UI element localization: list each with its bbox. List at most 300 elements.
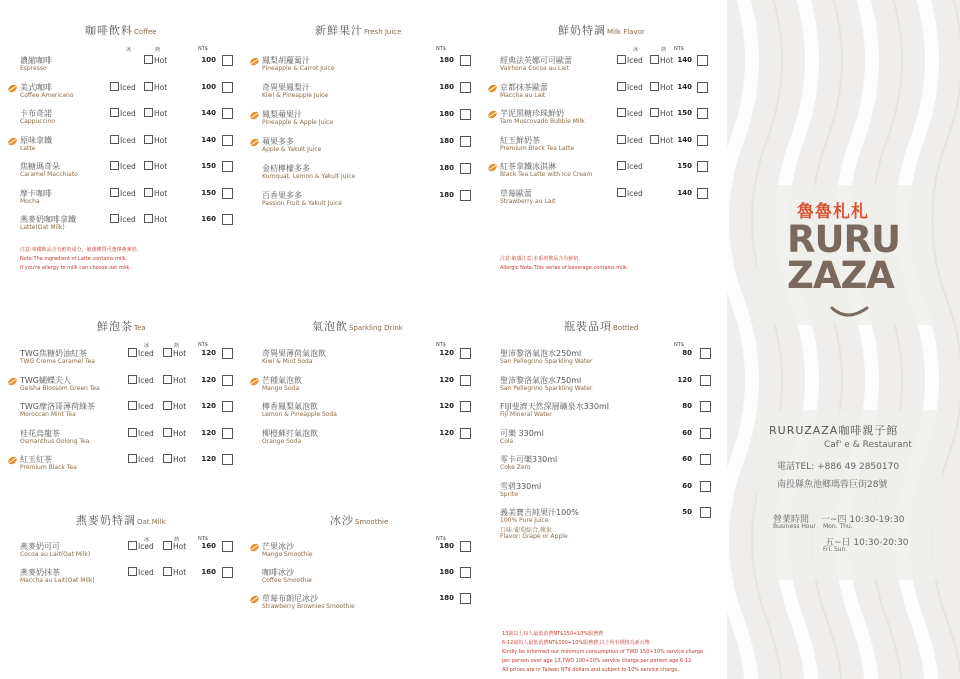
hot-checkbox[interactable]	[144, 108, 153, 117]
recommend-bean-icon	[7, 83, 18, 94]
section-title	[330, 512, 388, 528]
iced-option[interactable]	[128, 348, 154, 358]
order-checkbox[interactable]	[222, 55, 233, 66]
section-title-cn: 瓶裝品項	[564, 320, 612, 333]
section-title-en: Oat Milk	[137, 518, 166, 526]
order-checkbox[interactable]	[697, 108, 708, 119]
iced-option[interactable]	[110, 188, 136, 198]
note-line: if you're allergy to milk can choose oat milk.	[20, 265, 131, 271]
hot-option[interactable]	[163, 567, 186, 577]
hot-header: 熱	[661, 47, 667, 53]
item-name: 京都抹茶歐蕾	[500, 82, 548, 92]
hot-option[interactable]	[163, 401, 186, 411]
note-line: 注意:敏感注意:本系列飲品含有鮮奶。	[500, 256, 584, 262]
recommend-bean-icon	[7, 455, 18, 466]
item-name: 奇異果薄荷氣泡飲	[262, 349, 326, 358]
store-subtitle: Caf' e & Restaurant	[824, 440, 912, 450]
hours-weekend: 五~日 10:30-20:30	[825, 538, 909, 548]
item-price: 150	[677, 162, 692, 170]
item-price: 140	[677, 135, 692, 144]
hours-weekday-en: Mon. Thu.	[823, 523, 853, 530]
item-name-en: Strawberry Brownies Smoothie	[262, 603, 355, 610]
hot-checkbox[interactable]	[163, 454, 172, 463]
item-note: Flavor: Grape or Apple	[500, 533, 568, 540]
item-price: 120	[677, 375, 692, 384]
order-checkbox[interactable]	[697, 55, 708, 66]
iced-checkbox[interactable]	[128, 401, 137, 410]
iced-option[interactable]	[128, 454, 154, 464]
item-name: 芋泥黑糖珍珠鮮奶	[500, 109, 564, 118]
iced-label: Iced	[120, 135, 136, 145]
item-price: 180	[439, 110, 454, 118]
order-checkbox[interactable]	[222, 135, 233, 146]
item-name-en: San Pellegrino Sparkling Water	[500, 384, 593, 392]
item-name-en: Moroccan Mint Tea	[20, 411, 76, 418]
footer-line: 6-12歲每人最低消費NT$100+10%服務費,以上所有價格為新台幣	[502, 640, 650, 646]
recommend-bean-icon	[249, 594, 260, 605]
hot-option[interactable]	[163, 541, 186, 551]
item-name-en: Osmanthus Oolong Tea	[20, 437, 90, 445]
hot-checkbox[interactable]	[144, 82, 153, 91]
iced-checkbox[interactable]	[617, 161, 626, 170]
item-name: 芒果冰沙	[262, 542, 294, 551]
item-price: 60	[682, 455, 692, 463]
store-address: 南投縣魚池鄉瑪蓉巨街28號	[777, 480, 888, 490]
hot-label: Hot	[154, 162, 168, 171]
hot-option[interactable]	[163, 454, 186, 464]
iced-label: Iced	[138, 568, 154, 577]
item-price: 180	[439, 542, 454, 550]
iced-label: Iced	[627, 135, 643, 145]
order-checkbox[interactable]	[460, 136, 471, 147]
item-price: 160	[201, 542, 216, 550]
item-name-en: Coffee Americano	[20, 91, 74, 99]
hot-checkbox[interactable]	[163, 567, 172, 576]
item-name: FIJI斐濟天然深層礦泉水330ml	[500, 402, 609, 411]
item-name: 卡布奇諾	[20, 109, 52, 118]
order-checkbox[interactable]	[222, 161, 233, 172]
order-checkbox[interactable]	[460, 428, 471, 439]
hot-label: Hot	[173, 428, 187, 438]
footer-note	[502, 630, 703, 675]
section-title-cn: 冰沙	[330, 514, 354, 527]
item-price: 140	[201, 135, 216, 144]
recommend-bean-icon	[249, 137, 260, 148]
hot-option[interactable]	[163, 428, 186, 438]
hot-checkbox[interactable]	[163, 401, 172, 410]
section-title-cn: 氣泡飲	[312, 320, 348, 333]
iced-checkbox[interactable]	[110, 108, 119, 117]
section-title-cn: 咖啡飲料	[85, 24, 133, 37]
allergy-note	[500, 255, 628, 273]
item-price: 120	[201, 402, 216, 410]
item-name: 雪碧330ml	[500, 481, 542, 491]
item-name-en: Kumquat, Lemon & Yakult Juice	[262, 173, 356, 180]
iced-checkbox[interactable]	[617, 135, 626, 144]
order-checkbox[interactable]	[460, 163, 471, 174]
hot-option[interactable]	[650, 55, 673, 65]
hot-checkbox[interactable]	[650, 55, 659, 64]
item-name-en: Strawberry au Lait	[500, 197, 556, 205]
item-name-en: Premium Black Tea	[20, 464, 77, 471]
hot-label: Hot	[173, 568, 187, 577]
hot-checkbox[interactable]	[144, 214, 153, 223]
item-name: 燕麥奶可可	[20, 542, 60, 551]
order-checkbox[interactable]	[697, 135, 708, 146]
hot-option[interactable]	[144, 188, 167, 198]
section-title	[312, 318, 403, 334]
item-name-en: Apple & Yakult Juice	[262, 146, 322, 153]
item-name-en: Kiwi & Pineapple Juice	[262, 92, 329, 99]
item-name-en: Mango Smoothie	[262, 551, 313, 558]
order-checkbox[interactable]	[460, 82, 471, 93]
iced-checkbox[interactable]	[110, 214, 119, 223]
price-header: NT$	[198, 342, 208, 348]
order-checkbox[interactable]	[222, 188, 233, 199]
order-checkbox[interactable]	[460, 593, 471, 604]
item-price: 180	[439, 164, 454, 172]
item-name: 零卡可樂330ml	[500, 455, 558, 464]
iced-option[interactable]	[110, 135, 136, 145]
order-checkbox[interactable]	[460, 375, 471, 386]
hot-checkbox[interactable]	[650, 135, 659, 144]
hours-weekday: 一~四 10:30-19:30	[821, 515, 905, 525]
item-name-en: Coffee Smoothie	[262, 577, 312, 584]
iced-label: Iced	[138, 349, 154, 358]
recommend-bean-icon	[7, 376, 18, 387]
item-name-en: Lemon & Pineapple Soda	[262, 411, 337, 418]
hot-label: Hot	[173, 455, 187, 464]
item-price: 120	[201, 349, 216, 357]
hot-label: Hot	[173, 375, 187, 385]
iced-option[interactable]	[128, 428, 154, 438]
item-price: 120	[439, 402, 454, 410]
iced-option[interactable]	[617, 188, 643, 198]
item-name: 柳橙蘇打氣泡飲	[262, 428, 318, 438]
hot-label: Hot	[660, 135, 674, 145]
order-checkbox[interactable]	[460, 401, 471, 412]
section-title-cn: 燕麥奶特調	[76, 514, 136, 527]
price-header: NT$	[436, 536, 446, 542]
iced-option[interactable]	[128, 401, 154, 411]
price-header: NT$	[674, 46, 684, 52]
hours-label: 營業時間	[773, 515, 810, 525]
item-name: 聖沛黎洛氣泡水750ml	[500, 375, 582, 385]
item-name: 奇異果鳳梨汁	[262, 83, 310, 92]
iced-label: Iced	[627, 162, 643, 171]
item-name: 檸香鳳梨氣泡飲	[262, 402, 318, 411]
iced-checkbox[interactable]	[617, 188, 626, 197]
item-name-en: San Pellegrino Sparkling Water	[500, 358, 593, 365]
hot-option[interactable]	[650, 82, 673, 92]
order-checkbox[interactable]	[222, 567, 233, 578]
hot-checkbox[interactable]	[650, 108, 659, 117]
order-checkbox[interactable]	[222, 401, 233, 412]
section-title	[558, 22, 645, 38]
item-price: 150	[201, 188, 216, 197]
price-header: NT$	[198, 536, 208, 542]
iced-checkbox[interactable]	[128, 454, 137, 463]
hot-label: Hot	[154, 56, 168, 65]
item-name-en: Pineapple & Apple Juice	[262, 119, 334, 126]
hot-label: Hot	[154, 109, 168, 118]
item-name-en: Pineapple & Carrot Juice	[262, 65, 335, 72]
order-checkbox[interactable]	[460, 190, 471, 201]
price-header: NT$	[436, 342, 446, 348]
item-name: 燕麥奶抹茶	[20, 568, 60, 577]
iced-header: 冰	[633, 47, 639, 53]
iced-checkbox[interactable]	[128, 541, 137, 550]
hours-label-en: Business Hour	[773, 523, 816, 530]
iced-option[interactable]	[617, 108, 643, 118]
iced-checkbox[interactable]	[110, 135, 119, 144]
order-checkbox[interactable]	[700, 481, 711, 492]
recommend-bean-icon	[487, 162, 498, 173]
iced-checkbox[interactable]	[110, 188, 119, 197]
item-price: 50	[682, 508, 692, 516]
hot-checkbox[interactable]	[144, 188, 153, 197]
hot-checkbox[interactable]	[650, 82, 659, 91]
item-name: 燕麥奶咖啡拿鐵	[20, 215, 76, 224]
iced-option[interactable]	[617, 82, 643, 92]
order-checkbox[interactable]	[697, 188, 708, 199]
item-price: 120	[201, 428, 216, 437]
order-checkbox[interactable]	[222, 214, 233, 225]
item-name-en: Cocoa au Lait(Oat Milk)	[20, 551, 91, 558]
iced-option[interactable]	[617, 135, 643, 145]
item-name: 聖沛黎洛氣泡水250ml	[500, 349, 582, 358]
order-checkbox[interactable]	[697, 161, 708, 172]
hot-checkbox[interactable]	[144, 55, 153, 64]
item-name-en: Fiji Mineral Water	[500, 411, 552, 418]
item-name: 金桔檸檬多多	[262, 164, 310, 173]
section-title-en: Smoothie	[355, 518, 389, 526]
item-name-en: Espresso	[20, 65, 47, 72]
section-title	[85, 22, 157, 38]
item-price: 140	[677, 82, 692, 91]
item-price: 180	[439, 568, 454, 576]
item-name: 義美寶吉純果汁100%	[500, 508, 579, 517]
item-name: 桂花烏龍茶	[20, 428, 60, 438]
iced-label: Iced	[627, 56, 643, 65]
item-name: 摩卡咖啡	[20, 188, 52, 198]
section-title	[97, 318, 146, 334]
price-header: NT$	[436, 46, 446, 52]
order-checkbox[interactable]	[700, 348, 711, 359]
hot-option[interactable]	[163, 348, 186, 358]
iced-label: Iced	[120, 188, 136, 198]
section-title-en: Milk Flavor	[607, 28, 645, 36]
section-title-en: Sparkling Drink	[349, 324, 403, 332]
iced-label: Iced	[138, 402, 154, 411]
iced-checkbox[interactable]	[110, 82, 119, 91]
hot-option[interactable]	[163, 375, 186, 385]
iced-option[interactable]	[110, 82, 136, 92]
recommend-bean-icon	[249, 56, 260, 67]
item-name: 百香果多多	[262, 191, 302, 200]
store-info-panel	[727, 0, 960, 679]
note-line: Allergic Note:This series of beverage contains milk.	[500, 265, 629, 271]
recommend-bean-icon	[487, 83, 498, 94]
iced-option[interactable]	[110, 214, 136, 224]
hot-option[interactable]	[144, 82, 167, 92]
iced-option[interactable]	[110, 161, 136, 171]
item-price: 80	[682, 349, 692, 357]
item-price: 60	[682, 481, 692, 490]
order-checkbox[interactable]	[700, 428, 711, 439]
iced-label: Iced	[120, 82, 136, 92]
item-name-en: Passion Fruit & Yakult Juice	[262, 200, 342, 207]
hot-option[interactable]	[650, 135, 673, 145]
item-name-en: Latte(Oat Milk)	[20, 224, 65, 231]
item-price: 140	[677, 188, 692, 197]
order-checkbox[interactable]	[222, 375, 233, 386]
logo	[787, 218, 901, 297]
hot-label: Hot	[154, 135, 168, 145]
item-price: 180	[439, 83, 454, 91]
hot-option[interactable]	[144, 214, 167, 224]
item-name-en: Premium Black Tea Latte	[500, 144, 575, 152]
hot-checkbox[interactable]	[163, 541, 172, 550]
logo-line-1: RURU	[787, 218, 901, 261]
order-checkbox[interactable]	[700, 454, 711, 465]
item-price: 160	[201, 568, 216, 576]
hot-checkbox[interactable]	[163, 348, 172, 357]
iced-label: Iced	[627, 82, 643, 92]
item-name-en: Coke Zero	[500, 464, 531, 471]
section-title	[315, 22, 401, 38]
item-name: 紅茶拿鐵冰淇淋	[500, 162, 556, 171]
item-name-en: Cola	[500, 437, 514, 445]
recommend-bean-icon	[249, 110, 260, 121]
hot-label: Hot	[154, 82, 168, 92]
item-price: 140	[677, 56, 692, 64]
order-checkbox[interactable]	[222, 348, 233, 359]
item-name-en: Sprite	[500, 490, 518, 498]
order-checkbox[interactable]	[697, 82, 708, 93]
iced-checkbox[interactable]	[617, 82, 626, 91]
order-checkbox[interactable]	[460, 55, 471, 66]
iced-option[interactable]	[110, 108, 136, 118]
hot-label: Hot	[173, 349, 187, 358]
item-price: 180	[439, 191, 454, 199]
item-price: 150	[201, 162, 216, 170]
item-price: 180	[439, 137, 454, 145]
item-name: 可樂 330ml	[500, 428, 544, 438]
order-checkbox[interactable]	[222, 82, 233, 93]
order-checkbox[interactable]	[222, 108, 233, 119]
item-name: 紅玉紅茶	[20, 455, 52, 464]
hot-option[interactable]	[144, 55, 167, 65]
item-name: TWG蝴蝶夫人	[20, 375, 71, 385]
hot-header: 熱	[174, 343, 180, 349]
order-checkbox[interactable]	[222, 541, 233, 552]
iced-label: Iced	[138, 455, 154, 464]
order-checkbox[interactable]	[460, 109, 471, 120]
iced-option[interactable]	[617, 161, 643, 171]
section-title-cn: 新鮮果汁	[315, 24, 363, 37]
hot-label: Hot	[154, 188, 168, 198]
hot-label: Hot	[154, 215, 168, 224]
order-checkbox[interactable]	[222, 454, 233, 465]
iced-option[interactable]	[128, 541, 154, 551]
iced-header: 冰	[144, 537, 150, 543]
price-header: NT$	[674, 342, 684, 348]
order-checkbox[interactable]	[700, 375, 711, 386]
order-checkbox[interactable]	[700, 507, 711, 518]
order-checkbox[interactable]	[460, 348, 471, 359]
item-name-en: Mango Soda	[262, 384, 300, 392]
footer-line: per person over age 13,TWD 100+10% service charge per person age 6-12	[502, 658, 692, 664]
item-note: 口味:葡萄綜合,蘋果	[500, 527, 552, 534]
section-title	[76, 512, 166, 528]
iced-option[interactable]	[128, 375, 154, 385]
iced-checkbox[interactable]	[617, 108, 626, 117]
item-name-en: Kiwi & Mint Soda	[262, 358, 313, 365]
allergy-note	[20, 246, 142, 273]
order-checkbox[interactable]	[460, 541, 471, 552]
section-title-en: Tea	[134, 324, 146, 332]
hot-label: Hot	[660, 109, 674, 118]
hot-header: 熱	[174, 537, 180, 543]
hot-option[interactable]	[650, 108, 673, 118]
hot-checkbox[interactable]	[144, 161, 153, 170]
order-checkbox[interactable]	[700, 401, 711, 412]
order-checkbox[interactable]	[460, 567, 471, 578]
item-name: 鳳梨胡蘿蔔汁	[262, 56, 310, 65]
hot-checkbox[interactable]	[144, 135, 153, 144]
hours-weekend-en: Fri. Sun.	[823, 546, 848, 553]
item-price: 80	[682, 402, 692, 410]
hot-checkbox[interactable]	[163, 375, 172, 384]
iced-label: Iced	[138, 375, 154, 385]
item-name: 芒種氣泡飲	[262, 375, 302, 385]
item-name-en: Taro Muscovado Bubble Milk	[500, 118, 585, 125]
iced-checkbox[interactable]	[128, 375, 137, 384]
iced-checkbox[interactable]	[128, 428, 137, 437]
section-title	[564, 318, 638, 334]
item-name: 草莓歐蕾	[500, 188, 532, 198]
item-name-en: Maccha au Lait	[500, 91, 546, 99]
item-name: 蘋果多多	[262, 137, 294, 146]
iced-checkbox[interactable]	[617, 55, 626, 64]
logo-line-2: ZAZA	[787, 254, 894, 297]
order-checkbox[interactable]	[222, 428, 233, 439]
hot-checkbox[interactable]	[163, 428, 172, 437]
hot-option[interactable]	[144, 135, 167, 145]
item-name-en: 100% Pure Juice	[500, 517, 549, 524]
iced-label: Iced	[120, 162, 136, 171]
leaf-pattern	[727, 0, 960, 679]
item-name-en: Black Tea Latte with Ice Cream	[500, 171, 593, 178]
item-price: 160	[201, 215, 216, 223]
item-name: 咖啡冰沙	[262, 568, 294, 577]
item-price: 180	[439, 56, 454, 64]
iced-option[interactable]	[128, 567, 154, 577]
item-name: 經典法芙娜可可歐蕾	[500, 56, 572, 65]
item-name-en: Mocha	[20, 197, 40, 205]
iced-checkbox[interactable]	[128, 567, 137, 576]
iced-option[interactable]	[617, 55, 643, 65]
iced-header: 冰	[144, 343, 150, 349]
iced-checkbox[interactable]	[110, 161, 119, 170]
item-price: 120	[201, 455, 216, 463]
iced-label: Iced	[138, 428, 154, 438]
hot-option[interactable]	[144, 108, 167, 118]
hot-label: Hot	[173, 402, 187, 411]
iced-checkbox[interactable]	[128, 348, 137, 357]
hot-option[interactable]	[144, 161, 167, 171]
